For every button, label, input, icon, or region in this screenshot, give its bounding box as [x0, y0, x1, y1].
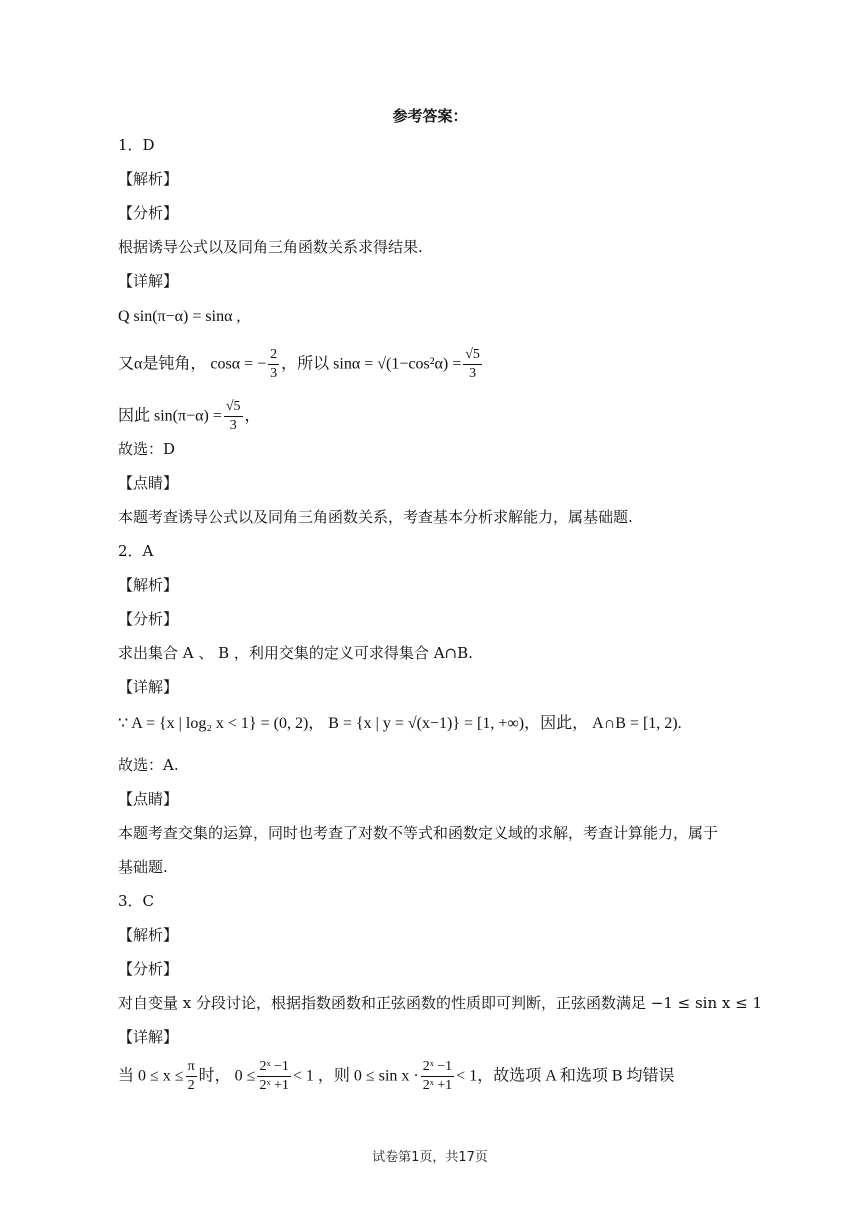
q2-fenxi-heading: 【分析】: [118, 610, 179, 628]
q1-step1: Q sin(π−α) = sinα ,: [118, 308, 241, 325]
q1-fenxi-heading: 【分析】: [118, 204, 179, 222]
q1-step3-text-b: ，: [244, 407, 261, 425]
q3-analysis: 对自变量 x 分段讨论，根据指数函数和正弦函数的性质即可判断，正弦函数满足 −1 ≤ sin x ≤ 1: [118, 994, 763, 1012]
q1-step3-frac-num: √5: [224, 398, 243, 417]
q2-jiexi-heading: 【解析】: [118, 576, 179, 594]
q1-summary: 本题考查诱导公式以及同角三角函数关系，考查基本分析求解能力，属基础题.: [118, 508, 633, 526]
q2-summary-line2: 基础题.: [118, 858, 168, 876]
q3-product-frac-num: 2ˣ −1: [421, 1058, 454, 1077]
q3-step-text-b: 时， 0 ≤: [198, 1067, 256, 1085]
q1-step2-frac-num: 2: [268, 346, 279, 365]
q1-answer: 1．D: [118, 136, 155, 154]
q2-analysis: 求出集合 A 、 B ，利用交集的定义可求得集合 A∩B.: [118, 644, 473, 662]
q1-step2: [118, 346, 484, 383]
q1-choose: 故选：D: [118, 440, 176, 458]
q1-analysis: 根据诱导公式以及同角三角函数关系求得结果.: [118, 238, 423, 256]
q2-answer: 2．A: [118, 542, 154, 560]
q2-summary-line1: 本题考查交集的运算，同时也考查了对数不等式和函数定义域的求解，考查计算能力，属于: [118, 824, 719, 842]
q3-pi-fraction: [186, 1058, 197, 1095]
q3-fenxi-heading: 【分析】: [118, 960, 179, 978]
q3-jiexi-heading: 【解析】: [118, 926, 179, 944]
q3-exp-frac-num: 2ˣ −1: [257, 1058, 290, 1077]
page-footer: 试卷第1页，共17页: [372, 1150, 488, 1165]
q1-step3-fraction: [224, 398, 243, 435]
q1-step2-frac-den: 3: [270, 366, 278, 381]
q3-pi-frac-den: 2: [187, 1078, 195, 1093]
q1-xiangjie-heading: 【详解】: [118, 272, 179, 290]
q3-step: [118, 1058, 675, 1095]
q2-choose: 故选：A.: [118, 756, 179, 774]
q1-dianjing-heading: 【点睛】: [118, 474, 179, 492]
q3-step-text-d: < 1，故选项 A 和选项 B 均错误: [456, 1067, 675, 1085]
q1-step2-result-den: 3: [469, 366, 477, 381]
answer-title: 参考答案：: [392, 107, 468, 125]
q3-product-frac-den: 2ˣ +1: [422, 1078, 453, 1093]
q2-xiangjie-heading: 【详解】: [118, 678, 179, 696]
q3-step-text-a: 当 0 ≤ x ≤: [118, 1067, 184, 1085]
q1-step3: [118, 398, 261, 435]
q3-exp-frac-den: 2ˣ +1: [259, 1078, 289, 1093]
q1-step3-frac-den: 3: [229, 418, 237, 433]
q1-step2-result-num: √5: [463, 346, 482, 365]
q1-step3-text-a: 因此 sin(π−α) =: [118, 407, 222, 425]
q3-xiangjie-heading: 【详解】: [118, 1028, 179, 1046]
q3-step-text-c: < 1 ，则 0 ≤ sin x ·: [292, 1067, 419, 1085]
q3-product-fraction: [421, 1058, 454, 1095]
q1-step2-text-a: 又α是钝角， cosα = −: [118, 355, 267, 373]
q3-pi-frac-num: π: [186, 1058, 197, 1077]
q1-step2-result-fraction: [463, 346, 482, 383]
q1-step2-text-b: ，所以 sinα = √(1−cos²α) =: [281, 355, 462, 373]
q3-answer: 3．C: [118, 892, 155, 910]
q1-step2-fraction: [268, 346, 279, 383]
q1-jiexi-heading: 【解析】: [118, 170, 179, 188]
q2-dianjing-heading: 【点睛】: [118, 790, 179, 808]
q3-exp-fraction: [257, 1058, 290, 1095]
q2-detail: ∵ A = {x | log₂ x < 1} = (0, 2)， B = {x | y = √(x−1)} = [1, +∞)，因此， A∩B = [1, 2).: [118, 715, 682, 732]
